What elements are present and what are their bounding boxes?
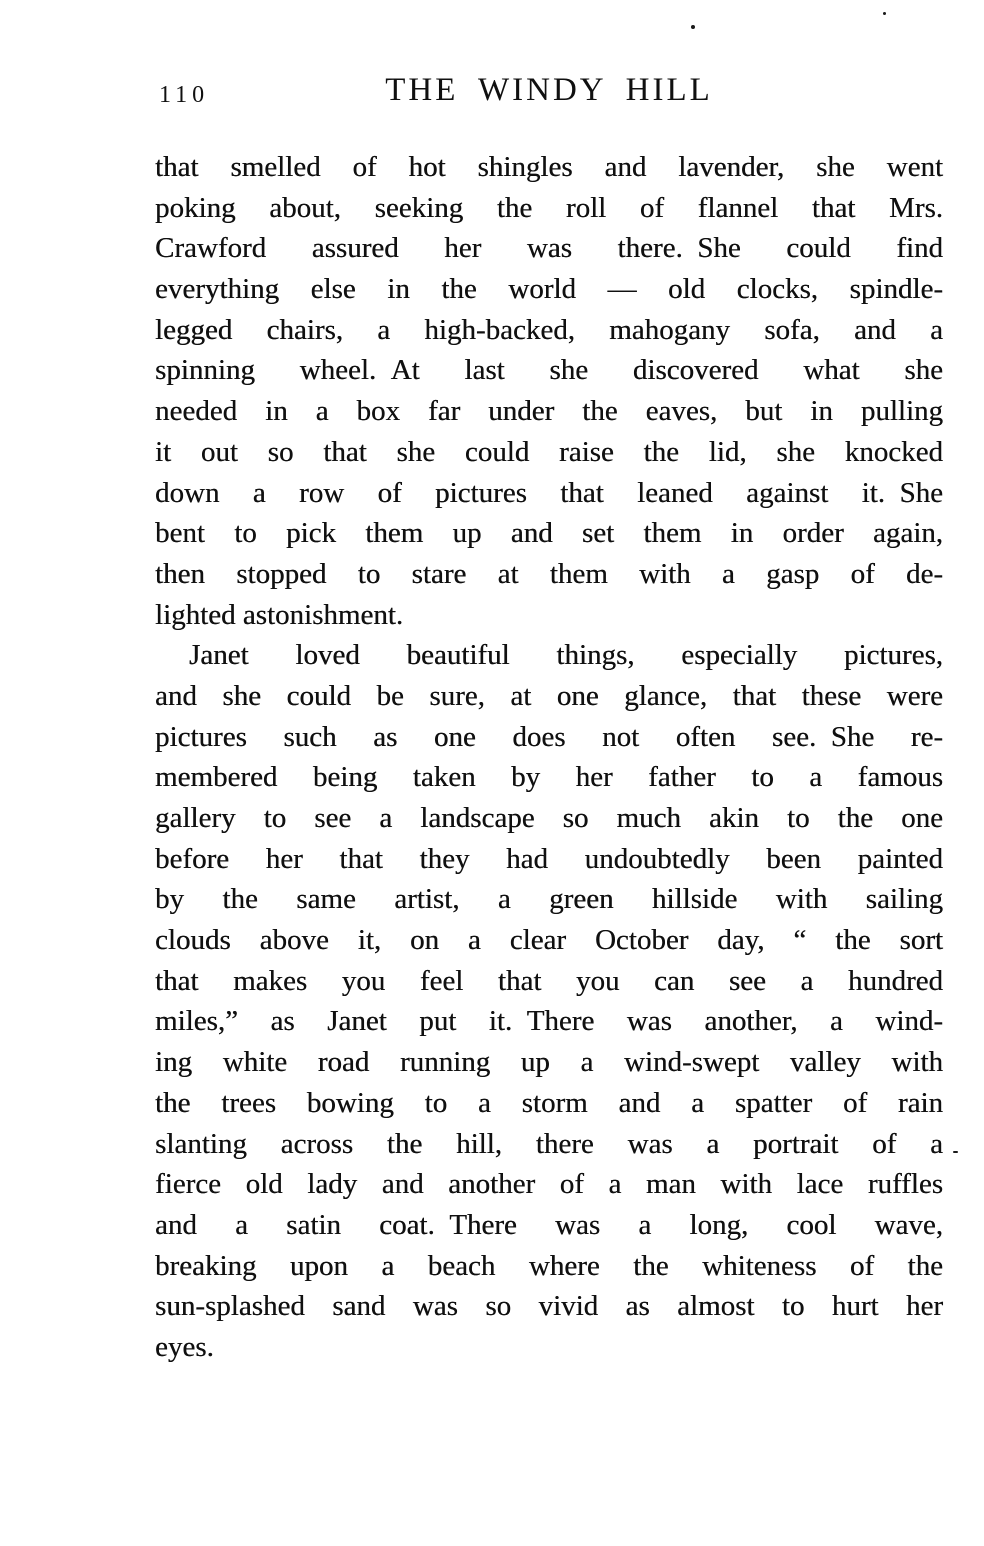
text-line: down a row of pictures that leaned against it. She xyxy=(155,476,943,509)
text-line: Crawford assured her was there. She could find xyxy=(155,232,943,265)
text-line: Janet loved beautiful things, especially pictures, xyxy=(189,639,943,672)
scan-speck xyxy=(691,25,695,29)
scan-speck xyxy=(953,1151,958,1153)
text-line: then stopped to stare at them with a gasp of de- xyxy=(155,557,943,590)
text-line: by the same artist, a green hillside with sailing xyxy=(155,883,943,916)
text-line: spinning wheel. At last she discovered what she xyxy=(155,354,943,387)
text-line: poking about, seeking the roll of flannel that Mrs. xyxy=(155,191,943,224)
text-line: pictures such as one does not often see. She re- xyxy=(155,720,943,753)
page-number: 110 xyxy=(159,82,210,108)
text-line: gallery to see a landscape so much akin to the one xyxy=(155,802,943,834)
text-line: slanting across the hill, there was a portrait of a xyxy=(155,1127,943,1160)
text-line: the trees bowing to a storm and a spatter of rain xyxy=(155,1086,943,1119)
text-line: lighted astonishment. xyxy=(155,598,404,631)
text-line: ing white road running up a wind-swept valley with xyxy=(155,1046,943,1079)
text-line: bent to pick them up and set them in order again, xyxy=(155,517,943,550)
text-line: that smelled of hot shingles and lavender, she went xyxy=(155,151,943,183)
text-line: miles,” as Janet put it. There was another, a wind- xyxy=(155,1005,943,1038)
running-title: THE WINDY HILL xyxy=(385,72,713,108)
text-line: sun-splashed sand was so vivid as almost to hurt her xyxy=(155,1290,943,1323)
text-line: legged chairs, a high-backed, mahogany sofa, and a xyxy=(155,313,943,346)
text-line: everything else in the world — old clocks, spindle- xyxy=(155,273,943,306)
scan-speck xyxy=(883,12,886,15)
text-line: membered being taken by her father to a famous xyxy=(155,761,943,794)
text-line: that makes you feel that you can see a hundred xyxy=(155,964,943,997)
page-body xyxy=(155,147,943,1368)
text-line: eyes. xyxy=(155,1330,214,1363)
text-line: and she could be sure, at one glance, that these were xyxy=(155,679,943,712)
text-line: it out so that she could raise the lid, she knocked xyxy=(155,435,943,468)
text-line: before her that they had undoubtedly been painted xyxy=(155,842,943,875)
text-line: fierce old lady and another of a man with lace ruffles xyxy=(155,1168,943,1201)
text-line: breaking upon a beach where the whiteness of the xyxy=(155,1249,943,1282)
text-line: needed in a box far under the eaves, but in pulling xyxy=(155,395,943,428)
text-line: and a satin coat. There was a long, cool wave, xyxy=(155,1208,943,1241)
text-line: clouds above it, on a clear October day, “ the sort xyxy=(155,924,943,957)
